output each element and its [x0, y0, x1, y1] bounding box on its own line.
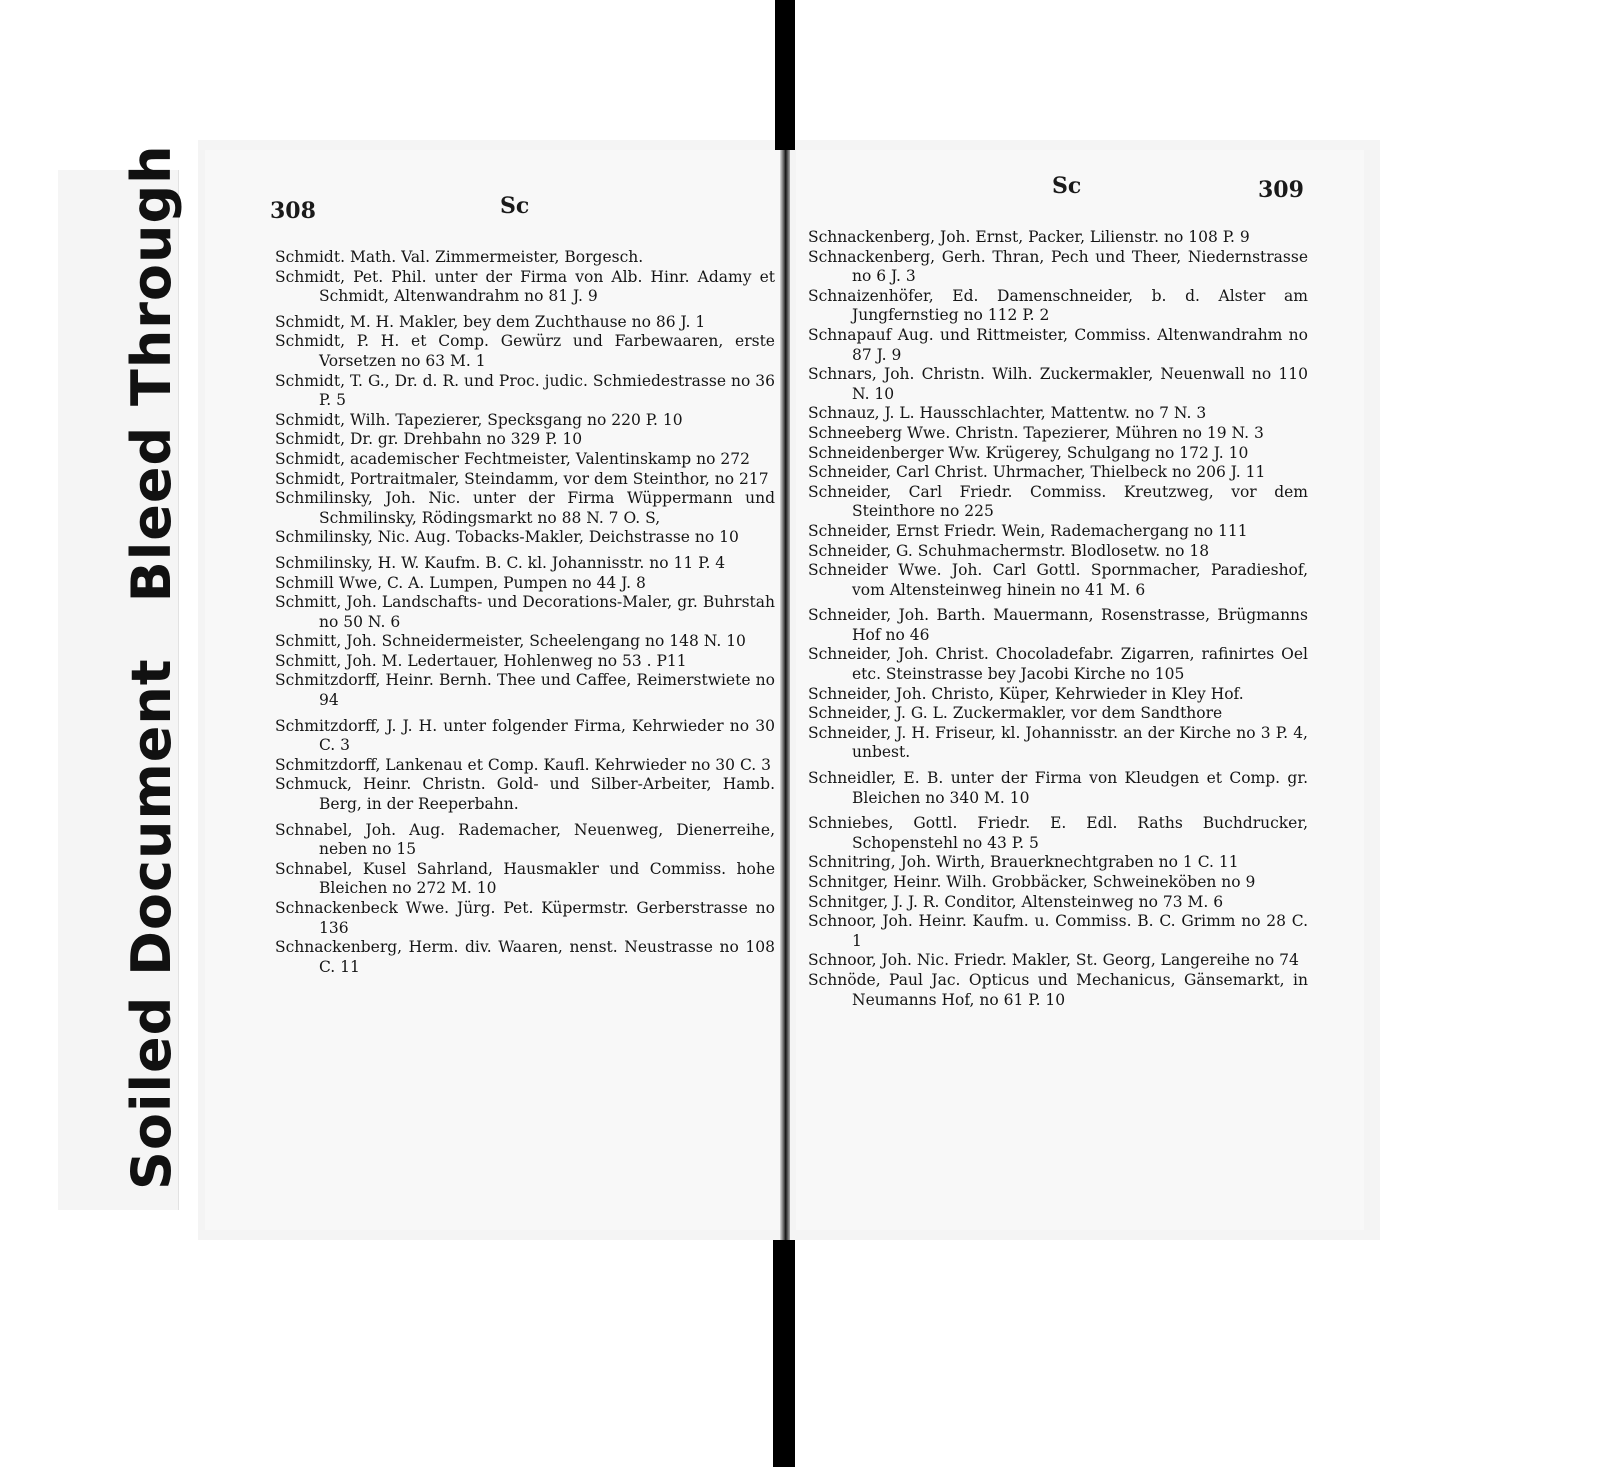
directory-entry: Schnaizenhöfer, Ed. Damenschneider, b. d. Alster am Jungfernstieg no 112 P. 2: [808, 286, 1308, 325]
directory-entry: Schmidt, P. H. et Comp. Gewürz und Farbewaaren, erste Vorsetzen no 63 M. 1: [275, 332, 775, 370]
stamp-line-2: Bleed Through: [120, 144, 183, 603]
directory-entry: Schneider Wwe. Joh. Carl Gottl. Spornmacher, Paradieshof, vom Altensteinweg hinein no 41 M. 6: [808, 561, 1308, 599]
binding-strip-top: [775, 0, 795, 150]
directory-entry: Schniebes, Gottl. Friedr. E. Edl. Raths Buchdrucker, Schopenstehl no 43 P. 5: [808, 814, 1308, 852]
book-gutter: [780, 150, 790, 1240]
directory-entry: Schnars, Joh. Christn. Wilh. Zuckermakler, Neuenwall no 110 N. 10: [808, 365, 1308, 403]
directory-entry: Schneider, Joh. Christo, Küper, Kehrwieder in Kley Hof.: [808, 684, 1244, 703]
directory-entry: Schneidler, E. B. unter der Firma von Kleudgen et Comp. gr. Bleichen no 340 M. 10: [808, 769, 1308, 807]
directory-entry: Schnoor, Joh. Nic. Friedr. Makler, St. Georg, Langereihe no 74: [808, 951, 1299, 970]
directory-entry: Schneider, Carl Friedr. Commiss. Kreutzweg, vor dem Steinthore no 225: [808, 482, 1308, 521]
directory-entry: Schmitzdorff, Lankenau et Comp. Kaufl. Kehrwieder no 30 C. 3: [275, 755, 771, 774]
directory-entry: Schmidt, Dr. gr. Drehbahn no 329 P. 10: [275, 430, 583, 449]
right-page-header: Sc: [1052, 173, 1082, 199]
directory-entry: Schnapauf Aug. und Rittmeister, Commiss. Altenwandrahm no 87 J. 9: [808, 325, 1308, 364]
directory-entry: Schmidt. Math. Val. Zimmermeister, Borgesch.: [275, 248, 644, 266]
directory-entry: Schneider, J. H. Friseur, kl. Johannisstr. an der Kirche no 3 P. 4, unbest.: [808, 723, 1308, 762]
directory-entry: Schnackenberg, Herm. div. Waaren, nenst. Neustrasse no 108 C. 11: [275, 938, 775, 976]
directory-entry: Schmitt, Joh. M. Ledertauer, Hohlenweg no 53 . P11: [275, 651, 687, 670]
directory-entry: Schnitger, Heinr. Wilh. Grobbäcker, Schweineköben no 9: [808, 873, 1256, 891]
directory-entry: Schmidt, T. G., Dr. d. R. und Proc. judic. Schmiedestrasse no 36 P. 5: [275, 371, 775, 410]
directory-entry: Schneider, Joh. Barth. Mauermann, Rosenstrasse, Brügmanns Hof no 46: [808, 606, 1308, 644]
directory-entry: Schmitt, Joh. Schneidermeister, Scheelengang no 148 N. 10: [275, 632, 746, 651]
directory-entry: Schmidt, Wilh. Tapezierer, Specksgang no 220 P. 10: [275, 410, 683, 429]
directory-entry: Schmuck, Heinr. Christn. Gold- und Silber-Arbeiter, Hamb. Berg, in der Reeperbahn.: [275, 775, 775, 814]
directory-entry: Schnitring, Joh. Wirth, Brauerknechtgraben no 1 C. 11: [808, 853, 1239, 872]
right-page-number: 309: [1258, 177, 1304, 203]
directory-entry: Schnackenbeck Wwe. Jürg. Pet. Küpermstr. Gerberstrasse no 136: [275, 899, 775, 937]
directory-entry: Schneider, Ernst Friedr. Wein, Rademachergang no 111: [808, 521, 1248, 540]
directory-entry: Schmitt, Joh. Landschafts- und Decorations-Maler, gr. Buhrstah no 50 N. 6: [275, 593, 775, 631]
directory-entry: Schneider, Carl Christ. Uhrmacher, Thielbeck no 206 J. 11: [808, 463, 1266, 482]
directory-entry: Schneider, Joh. Christ. Chocoladefabr. Zigarren, rafinirtes Oel etc. Steinstrasse bey Jacobi Kirche no 105: [808, 645, 1308, 684]
left-page-number: 308: [270, 198, 316, 224]
directory-entry: Schnabel, Joh. Aug. Rademacher, Neuenweg, Dienerreihe, neben no 15: [275, 820, 775, 859]
directory-entry: Schmilinsky, Nic. Aug. Tobacks-Makler, Deichstrasse no 10: [275, 528, 739, 547]
directory-entry: Schmitzdorff, J. J. H. unter folgender Firma, Kehrwieder no 30 C. 3: [275, 716, 775, 755]
directory-entry: Schmidt, Pet. Phil. unter der Firma von Alb. Hinr. Adamy et Schmidt, Altenwandrahm no 81 J. 9: [275, 267, 775, 306]
directory-entry: Schmilinsky, Joh. Nic. unter der Firma Wüppermann und Schmilinsky, Rödingsmarkt no 88 N. 7 O. S,: [275, 489, 775, 527]
directory-entry: Schmidt, Portraitmaler, Steindamm, vor dem Steinthor, no 217: [275, 469, 769, 488]
directory-entry: Schnoor, Joh. Heinr. Kaufm. u. Commiss. B. C. Grimm no 28 C. 1: [808, 912, 1308, 950]
document-condition-stamp: [120, 144, 183, 1190]
left-entry-list: [275, 248, 775, 977]
directory-entry: Schnöde, Paul Jac. Opticus und Mechanicus, Gänsemarkt, in Neumanns Hof, no 61 P. 10: [808, 970, 1308, 1009]
directory-entry: Schnitger, J. J. R. Conditor, Altensteinweg no 73 M. 6: [808, 892, 1224, 911]
directory-entry: Schmidt, academischer Fechtmeister, Valentinskamp no 272: [275, 449, 750, 468]
directory-entry: Schneeberg Wwe. Christn. Tapezierer, Mühren no 19 N. 3: [808, 423, 1264, 442]
binding-strip-bottom: [773, 1240, 795, 1467]
directory-entry: Schmilinsky, H. W. Kaufm. B. C. kl. Johannisstr. no 11 P. 4: [275, 553, 726, 572]
directory-entry: Schmill Wwe, C. A. Lumpen, Pumpen no 44 J. 8: [275, 573, 646, 592]
directory-entry: Schnackenberg, Joh. Ernst, Packer, Lilienstr. no 108 P. 9: [808, 228, 1250, 246]
directory-entry: Schneider, J. G. L. Zuckermakler, vor dem Sandthore: [808, 704, 1223, 723]
directory-entry: Schmitzdorff, Heinr. Bernh. Thee und Caffee, Reimerstwiete no 94: [275, 671, 775, 710]
right-entry-list: [808, 228, 1308, 1010]
directory-entry: Schneider, G. Schuhmachermstr. Blodlosetw. no 18: [808, 541, 1210, 560]
directory-entry: Schnauz, J. L. Hausschlachter, Mattentw. no 7 N. 3: [808, 404, 1207, 423]
directory-entry: Schnabel, Kusel Sahrland, Hausmakler und Commiss. hohe Bleichen no 272 M. 10: [275, 859, 775, 898]
stamp-line-1: Soiled Document: [120, 658, 183, 1190]
directory-entry: Schnackenberg, Gerh. Thran, Pech und Theer, Niedernstrasse no 6 J. 3: [808, 247, 1308, 286]
directory-entry: Schmidt, M. H. Makler, bey dem Zuchthause no 86 J. 1: [275, 312, 706, 331]
directory-entry: Schneidenberger Ww. Krügerey, Schulgang no 172 J. 10: [808, 443, 1249, 462]
left-page-header: Sc: [500, 193, 530, 219]
